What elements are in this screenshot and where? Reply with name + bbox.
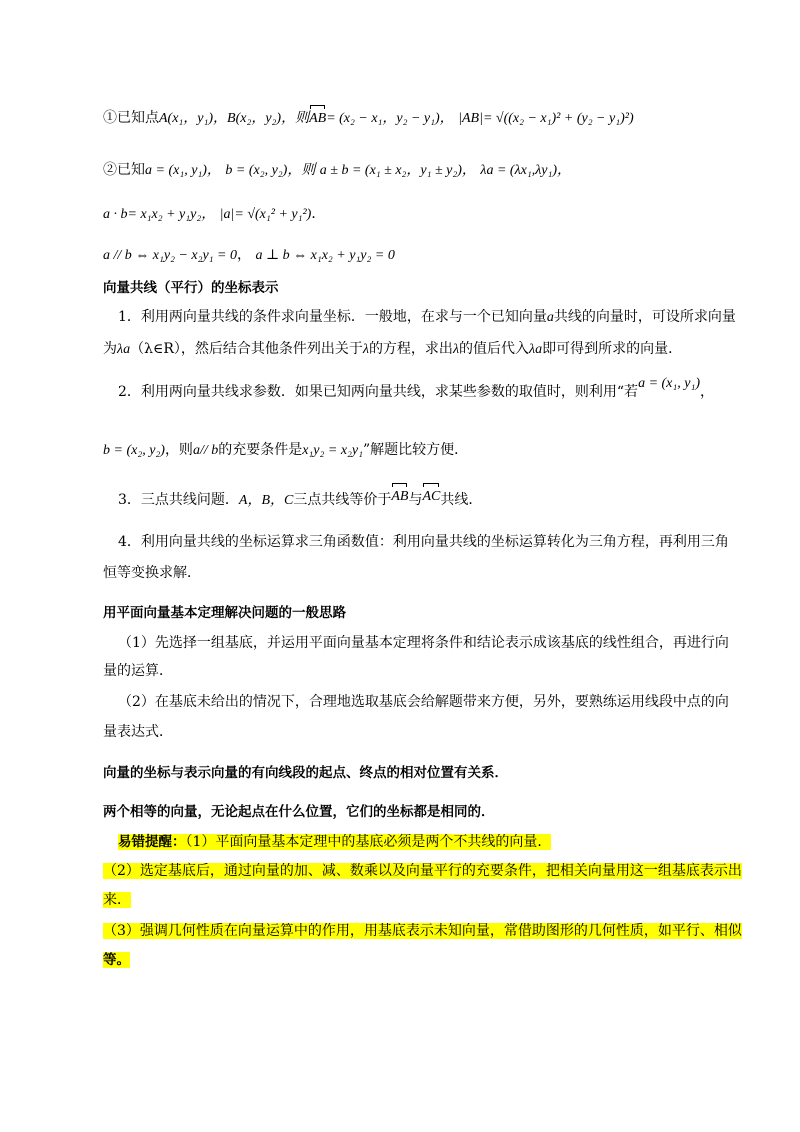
s1-p4-line2: 恒等变换求解． [103,565,201,581]
note-2: 两个相等的向量，无论起点在什么位置，它们的坐标都是相同的． [103,804,495,820]
item2-end: ． [311,206,326,222]
s2-p1-line2: 量的运算． [103,663,173,679]
s1-p2-b-mid2: 的充要条件是 [218,442,303,458]
s1-p2-b-end: ”解题比较方便． [363,442,469,458]
s1-p1-var: a [546,310,554,325]
s1-p3-and: 与 [408,492,423,508]
s1-p2-b-parallel: a// b [192,443,219,458]
section1-heading: 向量共线（平行）的坐标表示 [103,280,279,296]
s1-p1-b-end: 即可得到所求的向量． [542,341,683,357]
s1-p1-b-mid3: 的值后代入 [459,341,530,357]
s1-p1-b-cond: （λ∈R） [130,341,181,357]
s2-p1-line1: （1）先选择一组基底，并运用平面向量基本定理将条件和结论表示成该基底的线性组合，再进行向 [118,635,729,651]
parallel-condition: a // b ⇔ x₁y₂ − x₂y₁ = 0 [103,248,237,263]
s1-p2-text-a: 2．利用两向量共线求参数．如果已知两向量共线，求某些参数的取值时，则利用“若 [118,384,639,400]
s1-p1-text-a-end: 共线的向量时，可设所求向量 [553,309,736,325]
warning-2-line2 [103,890,131,910]
s1-p2-b-eq: b = (x₂, y₂) [103,443,165,458]
s1-p1-b-pre: 为 [103,341,117,357]
s1-p1-text-a: 1．利用两向量共线的条件求向量坐标．一般地，在求与一个已知向量 [118,309,547,325]
s1-p1-b-lambda: λ [362,342,369,357]
warning-1 [118,832,551,852]
warning-3-text-a: （3）强调几何性质在向量运算中的作用，用基底表示未知向量，常借助图形的几何性质，如平行、相似 [103,923,742,939]
item2-magnitude: |a|= √(x₁² + y₁²) [219,207,312,222]
s1-p1-b-lambda2: λ [452,342,460,357]
perpendicular-condition: a ⊥ b ⇔ x₁x₂ + y₁y₂ = 0 [255,248,395,263]
item2-prefix: ②已知 [103,162,145,178]
item2-plus-minus: a ± b = (x₁ ± x₂，y₁ ± y₂)， [319,163,476,178]
warning-2-text-a: （2）选定基底后，通过向量的加、减、数乘以及向量平行的充要条件，把相关向量用这一组基底表示出 [103,863,742,879]
s1-p3-points: A，B，C [238,493,294,508]
item1-points: A(x₁，y₁)，B(x₂，y₂)，则 [159,111,310,126]
s1-p1-line1 [118,307,736,328]
item1-prefix: ①已知点 [103,110,159,126]
s1-p3 [118,490,482,511]
s1-p2-a-end: ， [700,384,714,400]
formula-item-1 [103,108,634,129]
warning-3-text-b: 等。 [103,952,130,968]
s2-p2-line2: 量表达式． [103,724,173,740]
s1-p1-b-la2: λa [529,342,543,357]
s1-p2-b-cond: x₁y₂ = x₂y₁ [302,443,363,458]
warning-1-text: （1）平面向量基本定理中的基底必须是两个不共线的向量． [185,834,552,850]
s1-p3-vector-ab: AB [391,487,408,507]
warning-label: 易错提醒： [118,834,186,850]
s1-p2-a-eq: a = (x₁, y₁) [638,376,700,391]
s1-p2-b-mid: ，则 [164,442,193,458]
s1-p2-line2 [103,440,468,461]
item2-lambda: λa = (λx₁,λy₁)， [480,163,572,178]
s1-p4-line1: 4．利用向量共线的坐标运算求三角函数值：利用向量共线的坐标运算转化为三角方程，再利用三角 [118,534,729,550]
s1-p1-b-la: λa [117,342,131,357]
formula-item-2b [103,204,325,225]
item1-vector: AB [309,109,326,129]
warning-3-line1 [103,921,742,941]
item1-equation: = (x₂ − x₁，y₂ − y₁)， [326,111,454,126]
formula-item-3 [103,245,395,266]
s1-p2-line1 [118,376,714,403]
s1-p1-line2 [103,339,682,360]
item2-b: b = (x₂, y₂)，则 [225,163,316,178]
s1-p3-vector-ac: AC [422,487,440,507]
item2-dot: a · b= x₁x₂ + y₁y₂， [103,207,216,222]
warning-2-text-b: 来． [103,892,131,908]
s1-p3-end: 共线． [440,492,483,508]
item2-a: a = (x₁, y₁)， [145,163,221,178]
formula-item-2 [103,160,571,181]
item3-sep: ， [237,247,251,263]
s1-p3-pre: 3．三点共线问题． [118,492,239,508]
s1-p3-mid: 三点共线等价于 [293,492,392,508]
s1-p1-b-mid: ，然后结合其他条件列出关于 [180,341,363,357]
note-1: 向量的坐标与表示向量的有向线段的起点、终点的相对位置有关系． [103,765,508,781]
s2-p2-line1: （2）在基底未给出的情况下，合理地选取基底会给解题带来方便，另外，要熟练运用线段中点的向 [118,694,729,710]
warning-3-line2 [103,950,130,970]
warning-2-line1 [103,861,742,881]
s1-p1-b-mid2: 的方程，求出 [368,341,453,357]
item1-magnitude: |AB|= √((x₂ − x₁)² + (y₂ − y₁)²) [458,111,634,126]
section2-heading: 用平面向量基本定理解决问题的一般思路 [103,605,346,621]
